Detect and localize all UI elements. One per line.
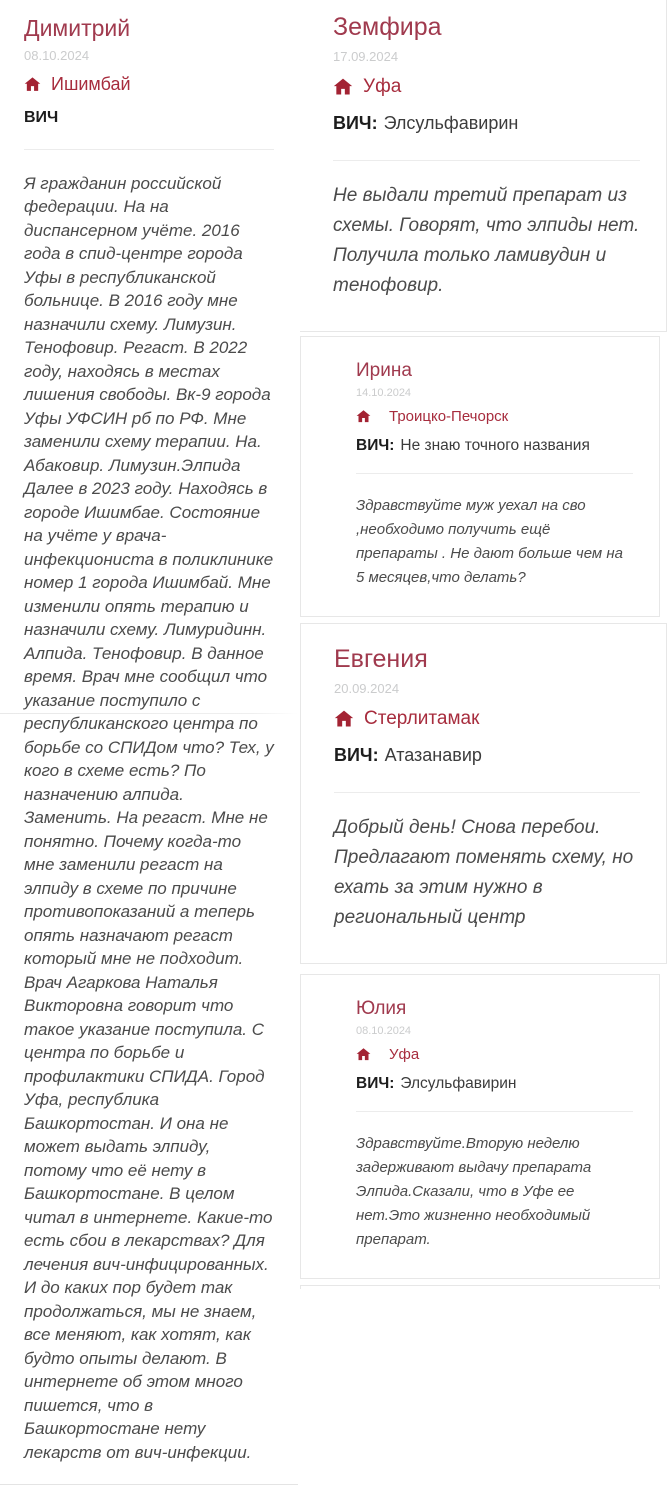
house-icon (356, 409, 379, 424)
divider-line (24, 149, 274, 150)
post-date: 14.10.2024 (356, 387, 412, 399)
post-city-link[interactable] (333, 76, 640, 98)
post-disease-row (333, 113, 640, 134)
post-date: 08.10.2024 (356, 1025, 412, 1037)
post-city-link[interactable] (334, 708, 640, 730)
drug-name: Не знаю точного названия (400, 437, 590, 454)
post-disease-row (24, 109, 274, 127)
post-city-label: Ишимбай (51, 73, 131, 94)
post-disease-row (356, 437, 633, 455)
post-comment: Не выдали третий препарат из схемы. Говорят, что элпиды нет. Получила только ламивудин и тенофовир. (333, 185, 640, 297)
divider-line (333, 160, 640, 161)
post-author-link[interactable]: Юлия (356, 998, 407, 1020)
post-comment: Добрый день! Снова перебои. Предлагают поменять схему, но ехать за этим нужно в региональный центр (334, 817, 634, 929)
post-disease-row (356, 1075, 633, 1093)
post-card-yulia (300, 974, 660, 1279)
post-author-link[interactable]: Земфира (333, 13, 442, 41)
post-date: 20.09.2024 (334, 681, 400, 697)
drug-name: Атазанавир (384, 745, 482, 766)
post-disease-row (334, 745, 640, 766)
post-city-link[interactable] (24, 74, 274, 95)
house-icon (333, 77, 353, 97)
post-comment: Я гражданин российской федерации. На на диспансерном учёте. 2016 года в спид-центре города Уфы в республиканской больнице. В 2016 году мне назначили схему. Лимузин. Тенофовир. Регаст. В 2022 году, находясь в местах лишения свободы. Вк-9 города Уфы УФСИН рб по РФ. Мне заменили схему терапии. На. Абаковир. Лимузин.Элпида Далее в 2023 году. Находясь в городе Ишимбае. Состояние на учёте у врача-инфекциониста в поликлинике номер 1 города Ишимбай. Мне изменили опять терапию и назначили схему. Лимуридинн. Алпида. Тенофовир. В данное время. Врач мне сообщил что указание поступило с республиканского центра по борьбе со СПИДом что? Тех, у кого в схеме есть? По назначению алпида. Заменить. На регаст. Мне не понятно. Почему когда-то мне заменили регаст на элпиду в схеме по причине противопоказаний а теперь опять назначают регаст который мне не подходит. Врач Агаркова Наталья Викторовна говорит что такое указание поступила. С центра по борьбе и профилактики СПИДА. Город Уфа, республика Башкортостан. И она не может выдать элпиду, потому что её нету в Башкортостане. В целом читал в интернете. Какие-то есть сбои в лекарствах? Для лечения вич-инфицированных. И до каких пор будет так продолжаться, мы не знаем, все меняют, как хотят, как будто опыты делают. В интернете об этом много пишется, что в Башкортостане нету лекарств от вич-инфекции. (24, 173, 274, 1462)
post-card-dimitriy (0, 0, 298, 1485)
house-icon (356, 1047, 379, 1062)
card-seam-line (0, 713, 298, 714)
post-city-label: Уфа (389, 1046, 420, 1063)
drug-name: Элсульфавирин (400, 1075, 517, 1092)
disease-label: ВИЧ: (334, 745, 379, 766)
divider-line (356, 1111, 633, 1112)
post-city-link[interactable] (356, 408, 633, 425)
drug-name: Элсульфавирин (383, 113, 519, 134)
post-date: 08.10.2024 (24, 47, 90, 63)
house-icon (24, 76, 41, 93)
disease-label: ВИЧ: (356, 437, 395, 454)
left-column (0, 0, 298, 1485)
post-city-label: Троицко-Печорск (389, 408, 509, 425)
divider-line (356, 473, 633, 474)
post-date: 17.09.2024 (333, 49, 399, 65)
house-icon (334, 709, 354, 729)
post-author-link[interactable]: Димитрий (24, 15, 131, 41)
post-author-link[interactable]: Ирина (356, 360, 412, 382)
post-card-irina (300, 336, 660, 617)
disease-label: ВИЧ: (333, 113, 378, 134)
post-card-zemfira (300, 0, 667, 332)
post-comment: Здравствуйте муж уехал на сво ,необходимо получить ещё препараты . Не дают больше чем на 5 месяцев,что делать? (356, 497, 623, 586)
post-comment: Здравствуйте.Вторую неделю задерживают выдачу препарата Элпида.Сказали, что в Уфе ее нет.Это жизненно необходимый препарат. (356, 1135, 592, 1248)
next-card-top-edge (300, 1285, 660, 1289)
post-card-evgenia (300, 623, 667, 964)
post-city-label: Стерлитамак (364, 708, 480, 730)
disease-label: ВИЧ: (356, 1075, 395, 1092)
right-column (300, 0, 667, 1289)
post-author-link[interactable]: Евгения (334, 645, 428, 673)
post-city-label: Уфа (363, 76, 402, 98)
disease-label: ВИЧ (24, 108, 59, 126)
post-city-link[interactable] (356, 1046, 633, 1063)
divider-line (334, 792, 640, 793)
